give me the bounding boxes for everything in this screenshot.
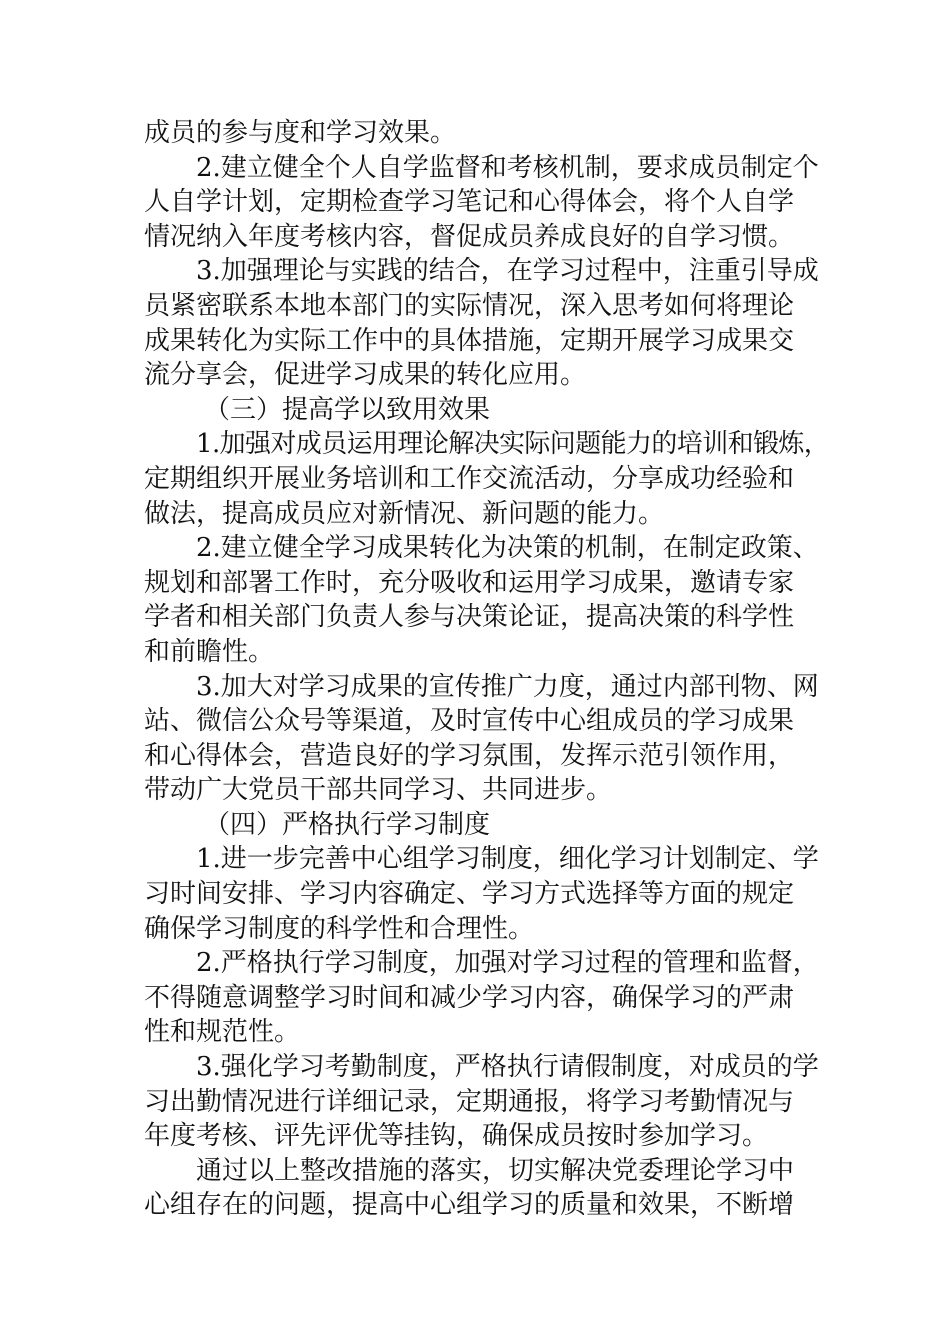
text-line: 心组存在的问题，提高中心组学习的质量和效果，不断增 bbox=[144, 1190, 795, 1221]
text-line: 规划和部署工作时，充分吸收和运用学习成果，邀请专家 bbox=[144, 567, 795, 598]
text-line: 确保学习制度的科学性和合理性。 bbox=[144, 913, 535, 944]
paragraph-start: 通过以上整改措施的落实，切实解决党委理论学习中 bbox=[196, 1155, 795, 1186]
text-line: 不得随意调整学习时间和减少学习内容，确保学习的严肃 bbox=[144, 982, 795, 1013]
section-heading: （四）严格执行学习制度 bbox=[204, 809, 491, 840]
text-line: 性和规范性。 bbox=[144, 1017, 301, 1048]
document-body bbox=[144, 116, 830, 1223]
paragraph-start: 3.强化学习考勤制度，严格执行请假制度，对成员的学 bbox=[196, 1052, 819, 1083]
text-line: 习时间安排、学习内容确定、学习方式选择等方面的规定 bbox=[144, 879, 795, 910]
text-line: 带动广大党员干部共同学习、共同进步。 bbox=[144, 775, 613, 806]
text-line: 做法，提高成员应对新情况、新问题的能力。 bbox=[144, 498, 665, 529]
paragraph-start: 3.加强理论与实践的结合，在学习过程中，注重引导成 bbox=[196, 256, 819, 287]
paragraph-start: 2.建立健全个人自学监督和考核机制，要求成员制定个 bbox=[196, 152, 819, 183]
text-line: 流分享会，促进学习成果的转化应用。 bbox=[144, 360, 587, 391]
paragraph-start: 1.进一步完善中心组学习制度，细化学习计划制定、学 bbox=[196, 844, 819, 875]
text-line: 员紧密联系本地本部门的实际情况，深入思考如何将理论 bbox=[144, 290, 795, 321]
paragraph-start: 1.加强对成员运用理论解决实际问题能力的培训和锻炼， bbox=[196, 429, 830, 460]
paragraph-start: 2.建立健全学习成果转化为决策的机制，在制定政策、 bbox=[196, 533, 819, 564]
text-line: 成员的参与度和学习效果。 bbox=[144, 118, 457, 148]
text-line: 人自学计划，定期检查学习笔记和心得体会，将个人自学 bbox=[144, 187, 795, 218]
text-line: 情况纳入年度考核内容，督促成员养成良好的自学习惯。 bbox=[144, 221, 795, 252]
text-line: 和心得体会，营造良好的学习氛围，发挥示范引领作用， bbox=[144, 740, 795, 771]
paragraph-start: 3.加大对学习成果的宣传推广力度，通过内部刊物、网 bbox=[196, 671, 819, 702]
text-line: 成果转化为实际工作中的具体措施，定期开展学习成果交 bbox=[144, 325, 795, 356]
text-line: 习出勤情况进行详细记录，定期通报，将学习考勤情况与 bbox=[144, 1086, 795, 1117]
text-line: 定期组织开展业务培训和工作交流活动，分享成功经验和 bbox=[144, 463, 795, 494]
section-heading: （三）提高学以致用效果 bbox=[204, 394, 491, 425]
paragraph-start: 2.严格执行学习制度，加强对学习过程的管理和监督， bbox=[196, 948, 819, 979]
text-line: 学者和相关部门负责人参与决策论证，提高决策的科学性 bbox=[144, 602, 795, 633]
text-line: 站、微信公众号等渠道，及时宣传中心组成员的学习成果 bbox=[144, 706, 795, 737]
text-line: 年度考核、评先评优等挂钩，确保成员按时参加学习。 bbox=[144, 1121, 769, 1152]
text-line: 和前瞻性。 bbox=[144, 636, 275, 667]
